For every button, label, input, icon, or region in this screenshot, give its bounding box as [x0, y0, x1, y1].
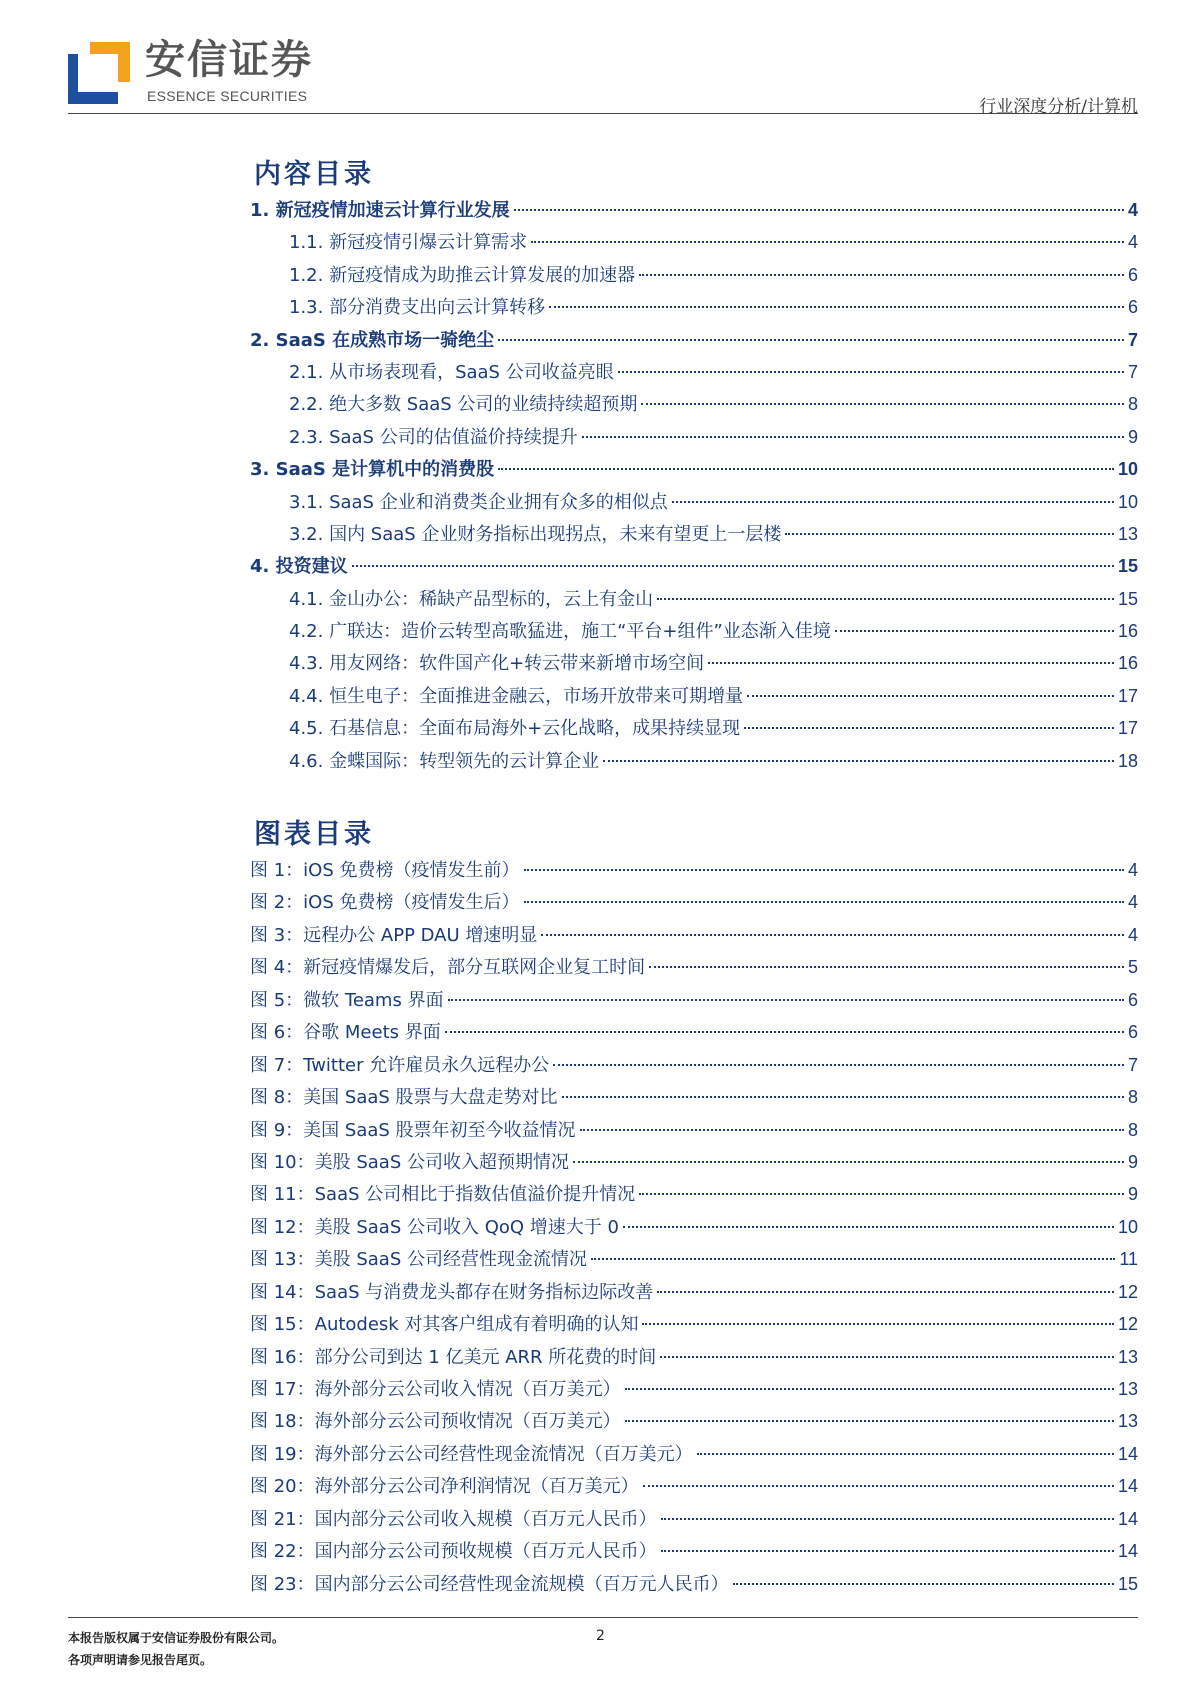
figure-entry[interactable] [250, 1343, 1138, 1375]
dot-leader [672, 501, 1114, 503]
figure-entry[interactable] [250, 921, 1138, 953]
report-category: 行业深度分析/计算机 [979, 97, 1138, 117]
figure-entry[interactable] [250, 986, 1138, 1018]
figure-entry[interactable] [250, 1116, 1138, 1148]
dot-leader [641, 403, 1124, 405]
figure-list-title: 图表目录 [254, 819, 374, 850]
toc-entry-page: 6 [1127, 297, 1138, 318]
toc-entry-page: 10 [1117, 459, 1138, 480]
toc-entry[interactable] [250, 390, 1138, 422]
figure-entry-label: 图 5：微软 Teams 界面 [250, 989, 444, 1011]
page-number: 2 [596, 1628, 605, 1644]
figure-entry-label: 图 11：SaaS 公司相比于指数估值溢价提升情况 [250, 1184, 636, 1206]
footer-notice: 各项声明请参见报告尾页。 [68, 1653, 213, 1667]
figure-entry-page: 5 [1127, 957, 1138, 978]
figure-entry-label: 图 21：国内部分云公司收入规模（百万元人民币） [250, 1508, 657, 1530]
dot-leader [643, 1485, 1114, 1487]
figure-entry-label: 图 4：新冠疫情爆发后，部分互联网企业复工时间 [250, 957, 646, 979]
dot-leader [639, 1193, 1124, 1195]
toc-entry-page: 8 [1127, 394, 1138, 415]
figure-entry-label: 图 9：美国 SaaS 股票年初至今收益情况 [250, 1119, 576, 1141]
toc-entry-page: 16 [1117, 653, 1138, 674]
figure-entry-label: 图 3：远程办公 APP DAU 增速明显 [250, 924, 538, 946]
toc-entry-label: 4.2. 广联达：造价云转型高歌猛进，施工“平台+组件”业态渐入佳境 [289, 621, 831, 643]
figure-entry[interactable] [250, 856, 1138, 888]
footer-divider [68, 1617, 1138, 1618]
toc-entry-label: 2.2. 绝大多数 SaaS 公司的业绩持续超预期 [289, 394, 638, 416]
figure-entry-label: 图 8：美国 SaaS 股票与大盘走势对比 [250, 1087, 558, 1109]
dot-leader [747, 695, 1114, 697]
figure-entry[interactable] [250, 1018, 1138, 1050]
toc-entry[interactable] [250, 423, 1138, 455]
dot-leader [573, 1161, 1124, 1163]
toc-entry-label: 3. SaaS 是计算机中的消费股 [250, 459, 495, 481]
toc-entry-label: 4.4. 恒生电子：全面推进金融云，市场开放带来可期增量 [289, 685, 744, 707]
dot-leader [697, 1453, 1114, 1455]
dot-leader [618, 371, 1124, 373]
toc-entry[interactable] [250, 747, 1138, 779]
toc-entry[interactable] [250, 649, 1138, 681]
toc-entry[interactable] [250, 714, 1138, 746]
header-divider [68, 113, 1138, 114]
dot-leader [625, 1420, 1114, 1422]
brand-name-en: ESSENCE SECURITIES [147, 88, 308, 104]
figure-entry-label: 图 16：部分公司到达 1 亿美元 ARR 所花费的时间 [250, 1346, 657, 1368]
footer-copyright: 本报告版权属于安信证券股份有限公司。 [68, 1631, 285, 1645]
dot-leader [660, 1356, 1114, 1358]
dot-leader [623, 1226, 1114, 1228]
figure-entry-label: 图 19：海外部分云公司经营性现金流情况（百万美元） [250, 1443, 693, 1465]
toc-entry[interactable] [250, 326, 1138, 358]
dot-leader [785, 533, 1114, 535]
toc-entry-page: 7 [1127, 329, 1138, 350]
dot-leader [661, 1518, 1114, 1520]
dot-leader [498, 339, 1124, 341]
figure-list [250, 856, 1138, 1602]
figure-entry-page: 8 [1127, 1119, 1138, 1140]
toc-entry-label: 4. 投资建议 [250, 556, 348, 578]
figure-entry[interactable] [250, 1570, 1138, 1602]
toc-entry-label: 3.2. 国内 SaaS 企业财务指标出现拐点，未来有望更上一层楼 [289, 523, 782, 545]
figure-entry[interactable] [250, 1051, 1138, 1083]
toc-entry-label: 4.6. 金蝶国际：转型领先的云计算企业 [289, 750, 600, 772]
toc-entry-label: 4.1. 金山办公：稀缺产品型标的，云上有金山 [289, 588, 654, 610]
figure-entry-label: 图 12：美股 SaaS 公司收入 QoQ 增速大于 0 [250, 1216, 619, 1238]
toc-entry-page: 15 [1117, 588, 1138, 609]
figure-entry-label: 图 22：国内部分云公司预收规模（百万元人民币） [250, 1541, 657, 1563]
figure-entry[interactable] [250, 1213, 1138, 1245]
dot-leader [835, 630, 1114, 632]
dot-leader [733, 1583, 1114, 1585]
figure-entry[interactable] [250, 1310, 1138, 1342]
toc-entry-page: 10 [1117, 491, 1138, 512]
toc-entry[interactable] [250, 488, 1138, 520]
figure-entry-label: 图 17：海外部分云公司收入情况（百万美元） [250, 1379, 621, 1400]
dot-leader [580, 1129, 1124, 1131]
brand-name-cn: 安信证券 [145, 37, 313, 83]
toc-entry[interactable] [250, 293, 1138, 325]
toc-entry[interactable] [250, 585, 1138, 617]
toc-entry-label: 4.5. 石基信息：全面布局海外+云化战略，成果持续显现 [289, 718, 741, 740]
toc-entry[interactable] [250, 520, 1138, 552]
toc-entry-page: 4 [1127, 200, 1138, 220]
figure-entry-page: 7 [1127, 1054, 1138, 1075]
toc-entry-label: 2. SaaS 在成熟市场一骑绝尘 [250, 329, 495, 351]
toc-entry-page: 17 [1117, 718, 1138, 739]
figure-entry-page: 14 [1117, 1508, 1138, 1529]
dot-leader [541, 934, 1124, 936]
figure-entry-page: 14 [1117, 1476, 1138, 1497]
dot-leader [744, 727, 1114, 729]
toc-entry[interactable] [250, 455, 1138, 487]
dot-leader [445, 1031, 1124, 1033]
figure-entry-label: 图 2：iOS 免费榜（疫情发生后） [250, 892, 520, 914]
dot-leader [591, 1258, 1115, 1260]
figure-entry[interactable] [250, 1505, 1138, 1537]
toc-entry[interactable] [250, 682, 1138, 714]
figure-entry[interactable] [250, 1278, 1138, 1310]
toc-entry[interactable] [250, 552, 1138, 584]
dot-leader [531, 241, 1124, 243]
figure-entry-page: 12 [1117, 1281, 1138, 1302]
figure-entry-label: 图 13：美股 SaaS 公司经营性现金流情况 [250, 1249, 587, 1271]
figure-entry-page: 13 [1117, 1379, 1138, 1399]
toc-entry[interactable] [250, 261, 1138, 293]
toc-entry-label: 1.2. 新冠疫情成为助推云计算发展的加速器 [289, 264, 636, 286]
figure-entry-page: 4 [1127, 860, 1138, 880]
figure-entry-label: 图 15：Autodesk 对其客户组成有着明确的认知 [250, 1314, 639, 1336]
footer-disclaimer [68, 1627, 284, 1671]
dot-leader [582, 436, 1124, 438]
toc-entry[interactable] [250, 358, 1138, 390]
figure-entry-page: 10 [1117, 1216, 1138, 1237]
toc-entry-label: 2.3. SaaS 公司的估值溢价持续提升 [289, 426, 578, 448]
figure-entry-page: 14 [1117, 1443, 1138, 1464]
figure-entry[interactable] [250, 1083, 1138, 1115]
figure-entry-page: 8 [1127, 1087, 1138, 1108]
dot-leader [649, 966, 1124, 968]
dot-leader [524, 869, 1124, 871]
dot-leader [553, 1064, 1124, 1066]
toc-entry-page: 7 [1127, 361, 1138, 382]
dot-leader [524, 901, 1124, 903]
figure-entry[interactable] [250, 1375, 1138, 1407]
figure-entry-page: 4 [1127, 892, 1138, 913]
dot-leader [708, 662, 1114, 664]
figure-entry[interactable] [250, 1440, 1138, 1472]
toc-entry-label: 3.1. SaaS 企业和消费类企业拥有众多的相似点 [289, 491, 668, 513]
toc-entry-label: 1. 新冠疫情加速云计算行业发展 [250, 200, 510, 221]
figure-entry-label: 图 20：海外部分云公司净利润情况（百万美元） [250, 1476, 639, 1498]
toc-entry-page: 4 [1127, 232, 1138, 253]
toc-title: 内容目录 [254, 159, 374, 190]
toc-entry-label: 4.3. 用友网络：软件国产化+转云带来新增市场空间 [289, 653, 705, 675]
dot-leader [562, 1096, 1124, 1098]
toc-entry-label: 1.3. 部分消费支出向云计算转移 [289, 297, 546, 319]
figure-entry-page: 9 [1127, 1184, 1138, 1205]
dot-leader [514, 209, 1124, 211]
toc-entry[interactable] [250, 196, 1138, 228]
figure-entry-page: 9 [1127, 1151, 1138, 1172]
figure-entry-label: 图 6：谷歌 Meets 界面 [250, 1022, 441, 1044]
toc-entry-page: 16 [1117, 621, 1138, 642]
toc-entry-page: 13 [1117, 523, 1138, 544]
toc-list [250, 196, 1138, 779]
toc-entry-label: 1.1. 新冠疫情引爆云计算需求 [289, 232, 528, 254]
figure-entry-page: 15 [1117, 1573, 1138, 1594]
toc-entry-label: 2.1. 从市场表现看，SaaS 公司收益亮眼 [289, 361, 614, 383]
toc-entry-page: 15 [1117, 556, 1138, 577]
figure-entry-page: 6 [1127, 989, 1138, 1010]
toc-entry-page: 6 [1127, 264, 1138, 285]
figure-entry-label: 图 1：iOS 免费榜（疫情发生前） [250, 860, 520, 881]
figure-entry-page: 13 [1117, 1346, 1138, 1367]
figure-entry-page: 6 [1127, 1022, 1138, 1043]
figure-entry[interactable] [250, 888, 1138, 920]
figure-entry-label: 图 14：SaaS 与消费龙头都存在财务指标边际改善 [250, 1281, 654, 1303]
figure-entry-label: 图 10：美股 SaaS 公司收入超预期情况 [250, 1151, 569, 1173]
figure-entry[interactable] [250, 1407, 1138, 1439]
figure-entry-page: 12 [1117, 1314, 1138, 1335]
figure-entry-page: 11 [1119, 1249, 1138, 1270]
dot-leader [603, 760, 1114, 762]
dot-leader [448, 999, 1124, 1001]
toc-entry[interactable] [250, 617, 1138, 649]
figure-entry[interactable] [250, 1148, 1138, 1180]
figure-entry-page: 4 [1127, 924, 1138, 945]
figure-entry[interactable] [250, 1245, 1138, 1277]
company-logo [68, 42, 130, 104]
dot-leader [657, 598, 1114, 600]
toc-entry-page: 17 [1117, 685, 1138, 706]
dot-leader [642, 1323, 1114, 1325]
toc-entry-page: 18 [1117, 750, 1138, 771]
dot-leader [625, 1388, 1114, 1390]
figure-entry[interactable] [250, 1537, 1138, 1569]
dot-leader [549, 306, 1124, 308]
figure-entry-label: 图 7：Twitter 允许雇员永久远程办公 [250, 1054, 550, 1076]
dot-leader [657, 1291, 1114, 1293]
figure-entry-label: 图 18：海外部分云公司预收情况（百万美元） [250, 1411, 621, 1433]
dot-leader [352, 565, 1114, 567]
figure-entry[interactable] [250, 1472, 1138, 1504]
figure-entry-label: 图 23：国内部分云公司经营性现金流规模（百万元人民币） [250, 1573, 729, 1595]
toc-entry[interactable] [250, 228, 1138, 260]
figure-entry-page: 14 [1117, 1541, 1138, 1562]
toc-entry-page: 9 [1127, 426, 1138, 447]
dot-leader [498, 468, 1114, 470]
dot-leader [639, 274, 1124, 276]
figure-entry-page: 13 [1117, 1411, 1138, 1432]
dot-leader [661, 1550, 1114, 1552]
figure-entry[interactable] [250, 953, 1138, 985]
figure-entry[interactable] [250, 1180, 1138, 1212]
